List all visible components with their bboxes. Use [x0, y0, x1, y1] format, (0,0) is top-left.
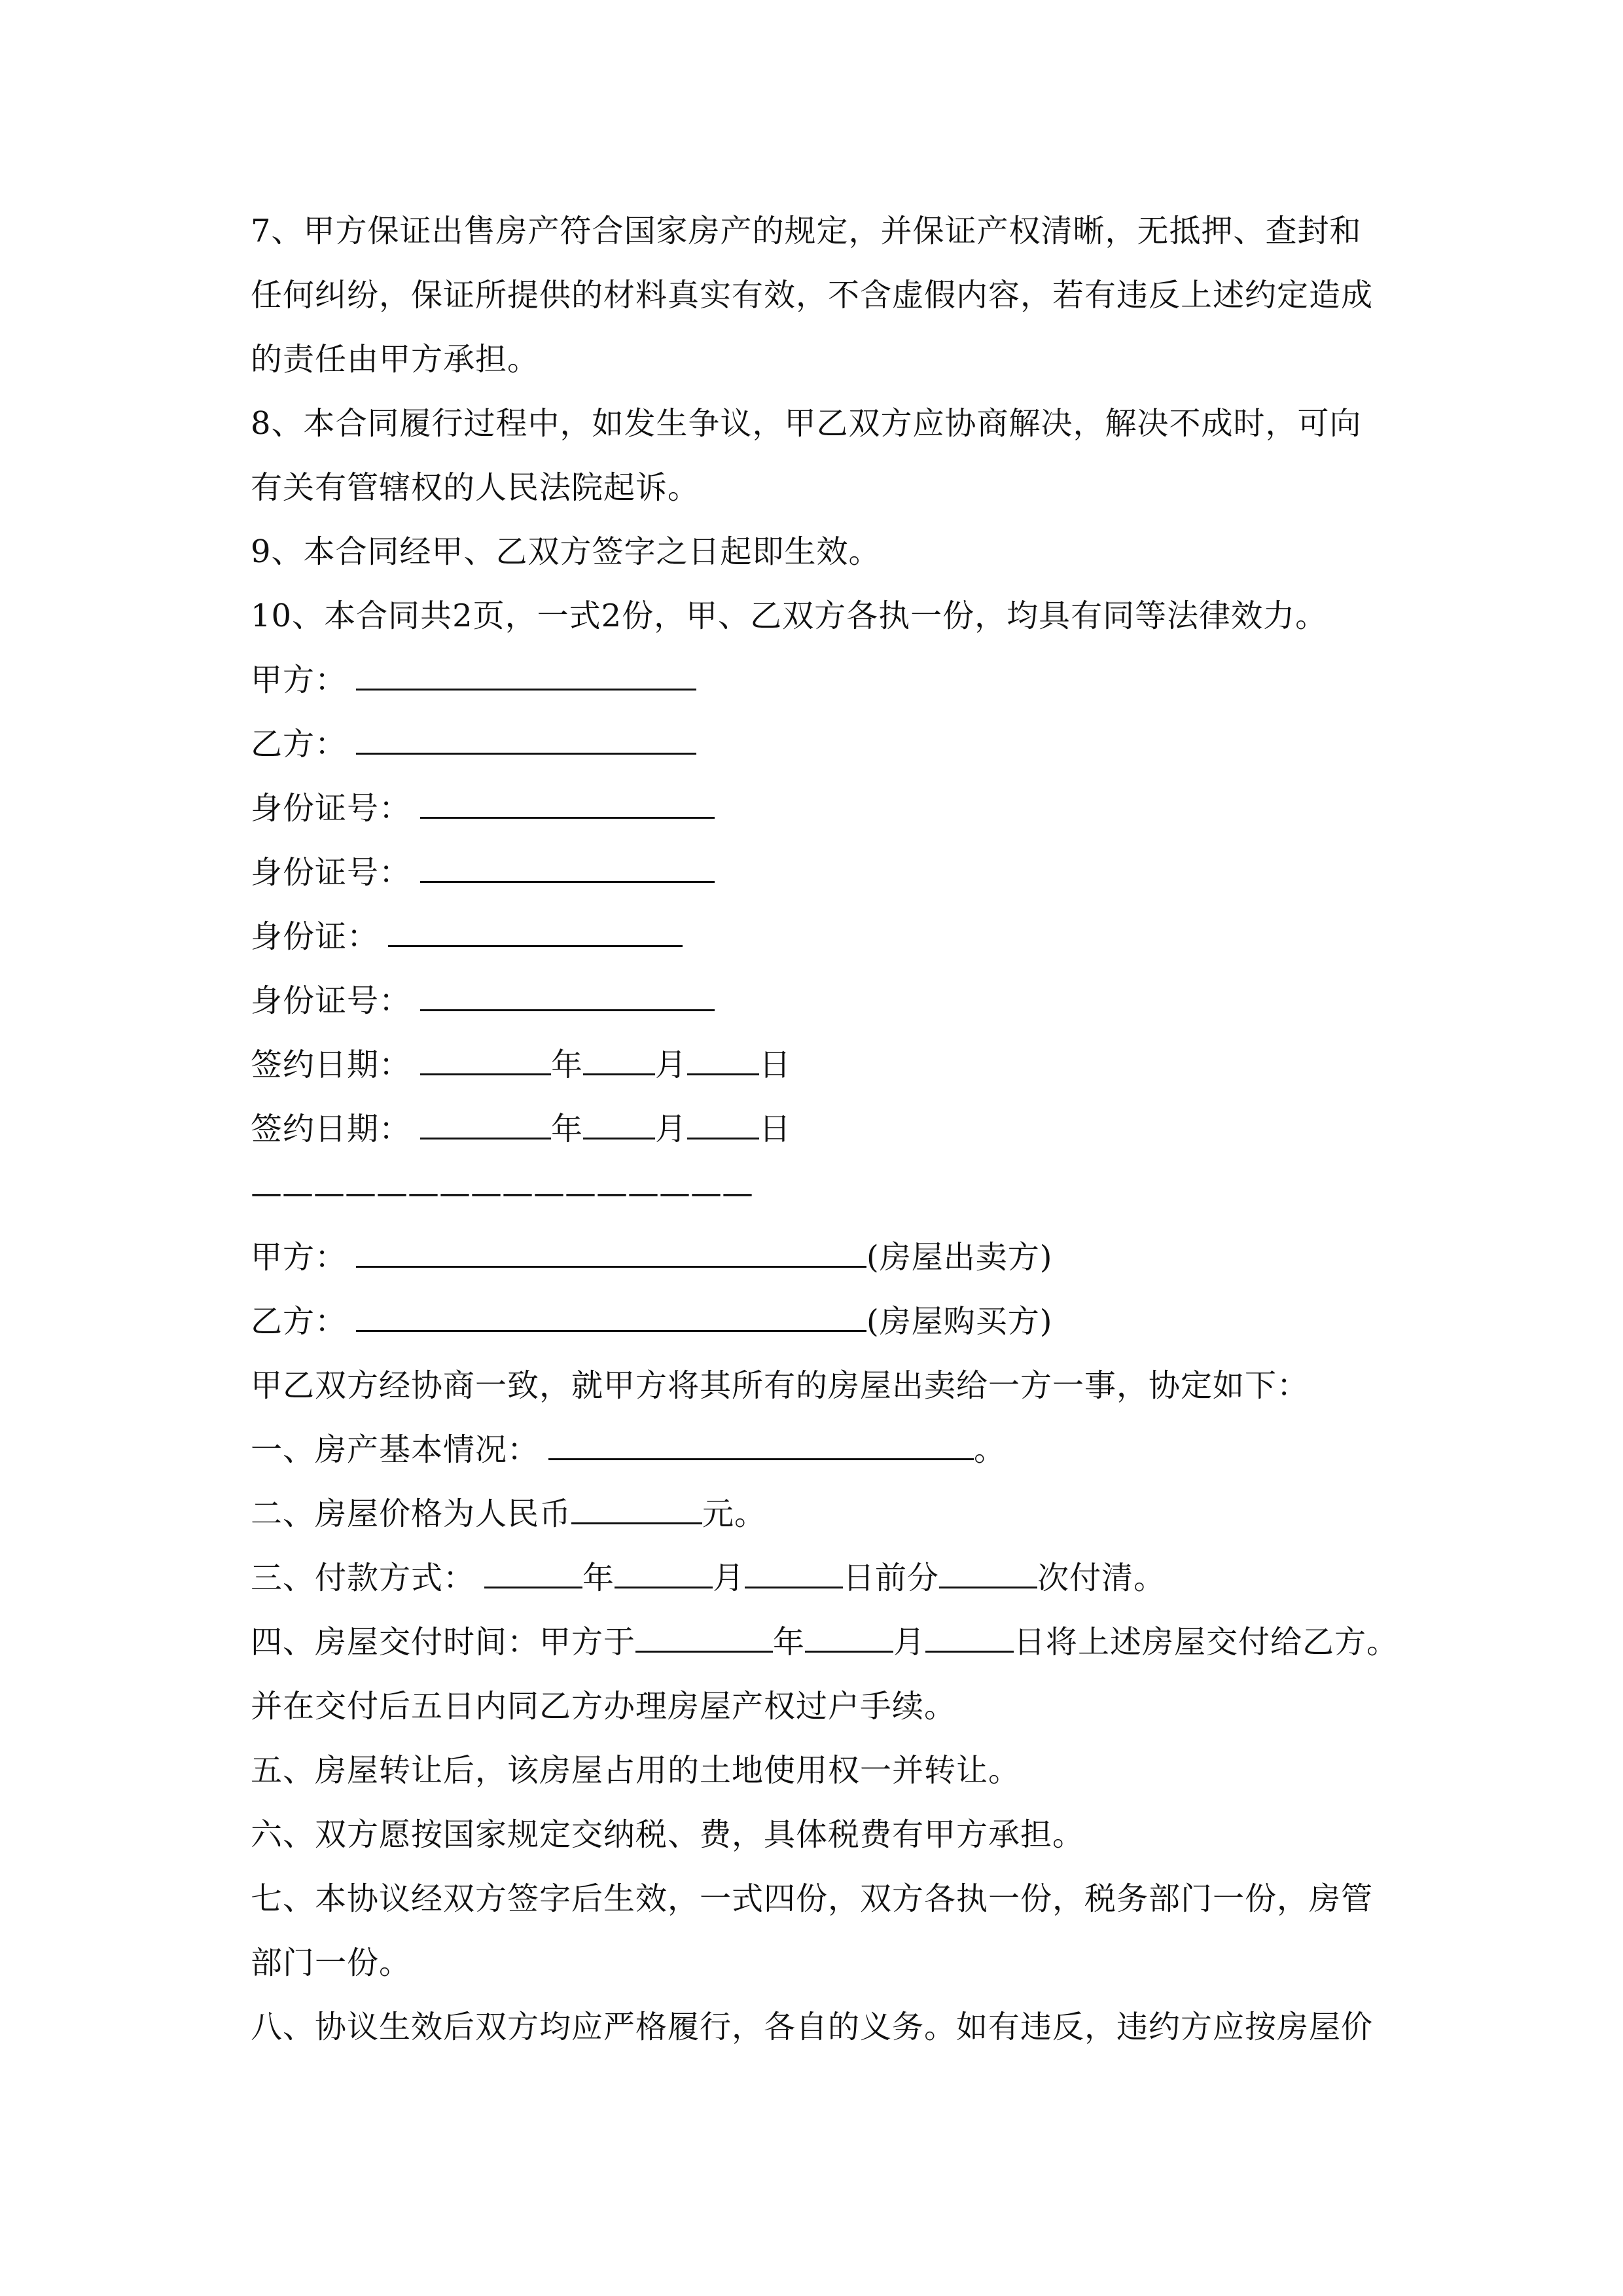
party-b-signature-row [251, 712, 1422, 776]
buyer-role: (房屋购买方) [866, 1303, 1053, 1340]
item-3-end: 次付清。 [1037, 1560, 1166, 1596]
clause-7-line-1: 7、甲方保证出售房产符合国家房产的规定，并保证产权清晰，无抵押、查封和 [251, 213, 1362, 249]
buyer-label: 乙方： [251, 1303, 348, 1340]
id-number-field[interactable] [420, 969, 715, 1011]
id-card-row [251, 905, 1422, 969]
party-a-signature-field[interactable] [356, 648, 696, 691]
item-3-day: 日前分 [843, 1560, 940, 1596]
payment-year-field[interactable] [484, 1546, 582, 1588]
month-field[interactable] [583, 1097, 655, 1139]
contract-page [251, 199, 1422, 2059]
day-field[interactable] [687, 1097, 759, 1139]
seller-label: 甲方： [251, 1239, 348, 1276]
item-1-row [251, 1418, 1422, 1482]
sign-date-row-1 [251, 1033, 1422, 1097]
item-5: 五、房屋转让后，该房屋占用的土地使用权一并转让。 [251, 1752, 1021, 1789]
id-number-row-2 [251, 840, 1422, 905]
id-number-label: 身份证号： [251, 982, 412, 1019]
item-2-label: 二、房屋价格为人民币 [251, 1496, 572, 1532]
item-1-end: 。 [974, 1431, 1007, 1468]
item-2-row [251, 1482, 1422, 1546]
property-info-field[interactable] [548, 1418, 974, 1460]
item-4-row [251, 1610, 1422, 1674]
item-3-label: 三、付款方式： [251, 1560, 476, 1596]
item-6: 六、双方愿按国家规定交纳税、费，具体税费有甲方承担。 [251, 1816, 1085, 1853]
delivery-day-field[interactable] [925, 1610, 1014, 1653]
item-3-row [251, 1546, 1422, 1610]
clause-9: 9、本合同经甲、乙双方签字之日起即生效。 [251, 533, 881, 570]
payment-count-field[interactable] [939, 1546, 1037, 1588]
month-field[interactable] [583, 1033, 655, 1075]
item-4-label: 四、房屋交付时间：甲方于 [251, 1624, 636, 1660]
year-field[interactable] [420, 1097, 551, 1139]
item-4-year: 年 [773, 1624, 806, 1660]
sign-date-label: 签约日期： [251, 1047, 412, 1083]
day-label: 日 [759, 1047, 792, 1083]
price-field[interactable] [571, 1482, 702, 1524]
item-4-continuation: 并在交付后五日内同乙方办理房屋产权过户手续。 [251, 1688, 957, 1725]
day-field[interactable] [687, 1033, 759, 1075]
delivery-month-field[interactable] [805, 1610, 893, 1653]
id-number-label: 身份证号： [251, 790, 412, 827]
clause-10: 10、本合同共2页，一式2份，甲、乙双方各执一份，均具有同等法律效力。 [251, 598, 1328, 634]
id-card-field[interactable] [388, 905, 683, 947]
item-7-line-2: 部门一份。 [251, 1945, 412, 1981]
seller-row [251, 1225, 1422, 1289]
id-number-field[interactable] [420, 776, 715, 819]
id-number-label: 身份证号： [251, 854, 412, 891]
sign-date-label: 签约日期： [251, 1111, 412, 1147]
id-number-field[interactable] [420, 840, 715, 883]
month-label: 月 [655, 1111, 688, 1147]
year-label: 年 [551, 1047, 584, 1083]
item-3-year: 年 [582, 1560, 615, 1596]
day-label: 日 [759, 1111, 792, 1147]
item-7-line-1: 七、本协议经双方签字后生效，一式四份，双方各执一份，税务部门一份，房管 [251, 1880, 1374, 1917]
clause-8-line-1: 8、本合同履行过程中，如发生争议，甲乙双方应协商解决，解决不成时，可向 [251, 405, 1362, 442]
year-label: 年 [551, 1111, 584, 1147]
party-a-signature-row [251, 648, 1422, 712]
id-card-label: 身份证： [251, 918, 380, 955]
party-a-label: 甲方： [251, 662, 348, 698]
buyer-name-field[interactable] [356, 1289, 866, 1332]
buyer-row [251, 1289, 1422, 1354]
item-2-end: 元。 [702, 1496, 767, 1532]
item-8: 八、协议生效后双方均应严格履行，各自的义务。如有违反，违约方应按房屋价 [251, 2009, 1374, 2045]
seller-name-field[interactable] [356, 1225, 866, 1268]
agreement-intro: 甲乙双方经协商一致，就甲方将其所有的房屋出卖给一方一事，协定如下： [251, 1367, 1310, 1404]
item-4-end: 日将上述房屋交付给乙方。 [1014, 1624, 1399, 1660]
payment-day-field[interactable] [745, 1546, 843, 1588]
item-1-label: 一、房产基本情况： [251, 1431, 540, 1468]
id-number-row-3 [251, 969, 1422, 1033]
item-3-month: 月 [713, 1560, 745, 1596]
payment-month-field[interactable] [615, 1546, 713, 1588]
seller-role: (房屋出卖方) [866, 1239, 1053, 1276]
party-b-label: 乙方： [251, 726, 348, 762]
month-label: 月 [655, 1047, 688, 1083]
sign-date-row-2 [251, 1097, 1422, 1161]
clause-7-line-2: 任何纠纷，保证所提供的材料真实有效，不含虚假内容，若有违反上述约定造成 [251, 277, 1374, 314]
party-b-signature-field[interactable] [356, 712, 696, 755]
separator-dashes: ———————————————— [251, 1175, 753, 1211]
delivery-year-field[interactable] [635, 1610, 773, 1653]
item-4-month: 月 [893, 1624, 926, 1660]
clause-7-line-3: 的责任由甲方承担。 [251, 341, 540, 378]
clause-8-line-2: 有关有管辖权的人民法院起诉。 [251, 469, 700, 506]
year-field[interactable] [420, 1033, 551, 1075]
id-number-row-1 [251, 776, 1422, 840]
